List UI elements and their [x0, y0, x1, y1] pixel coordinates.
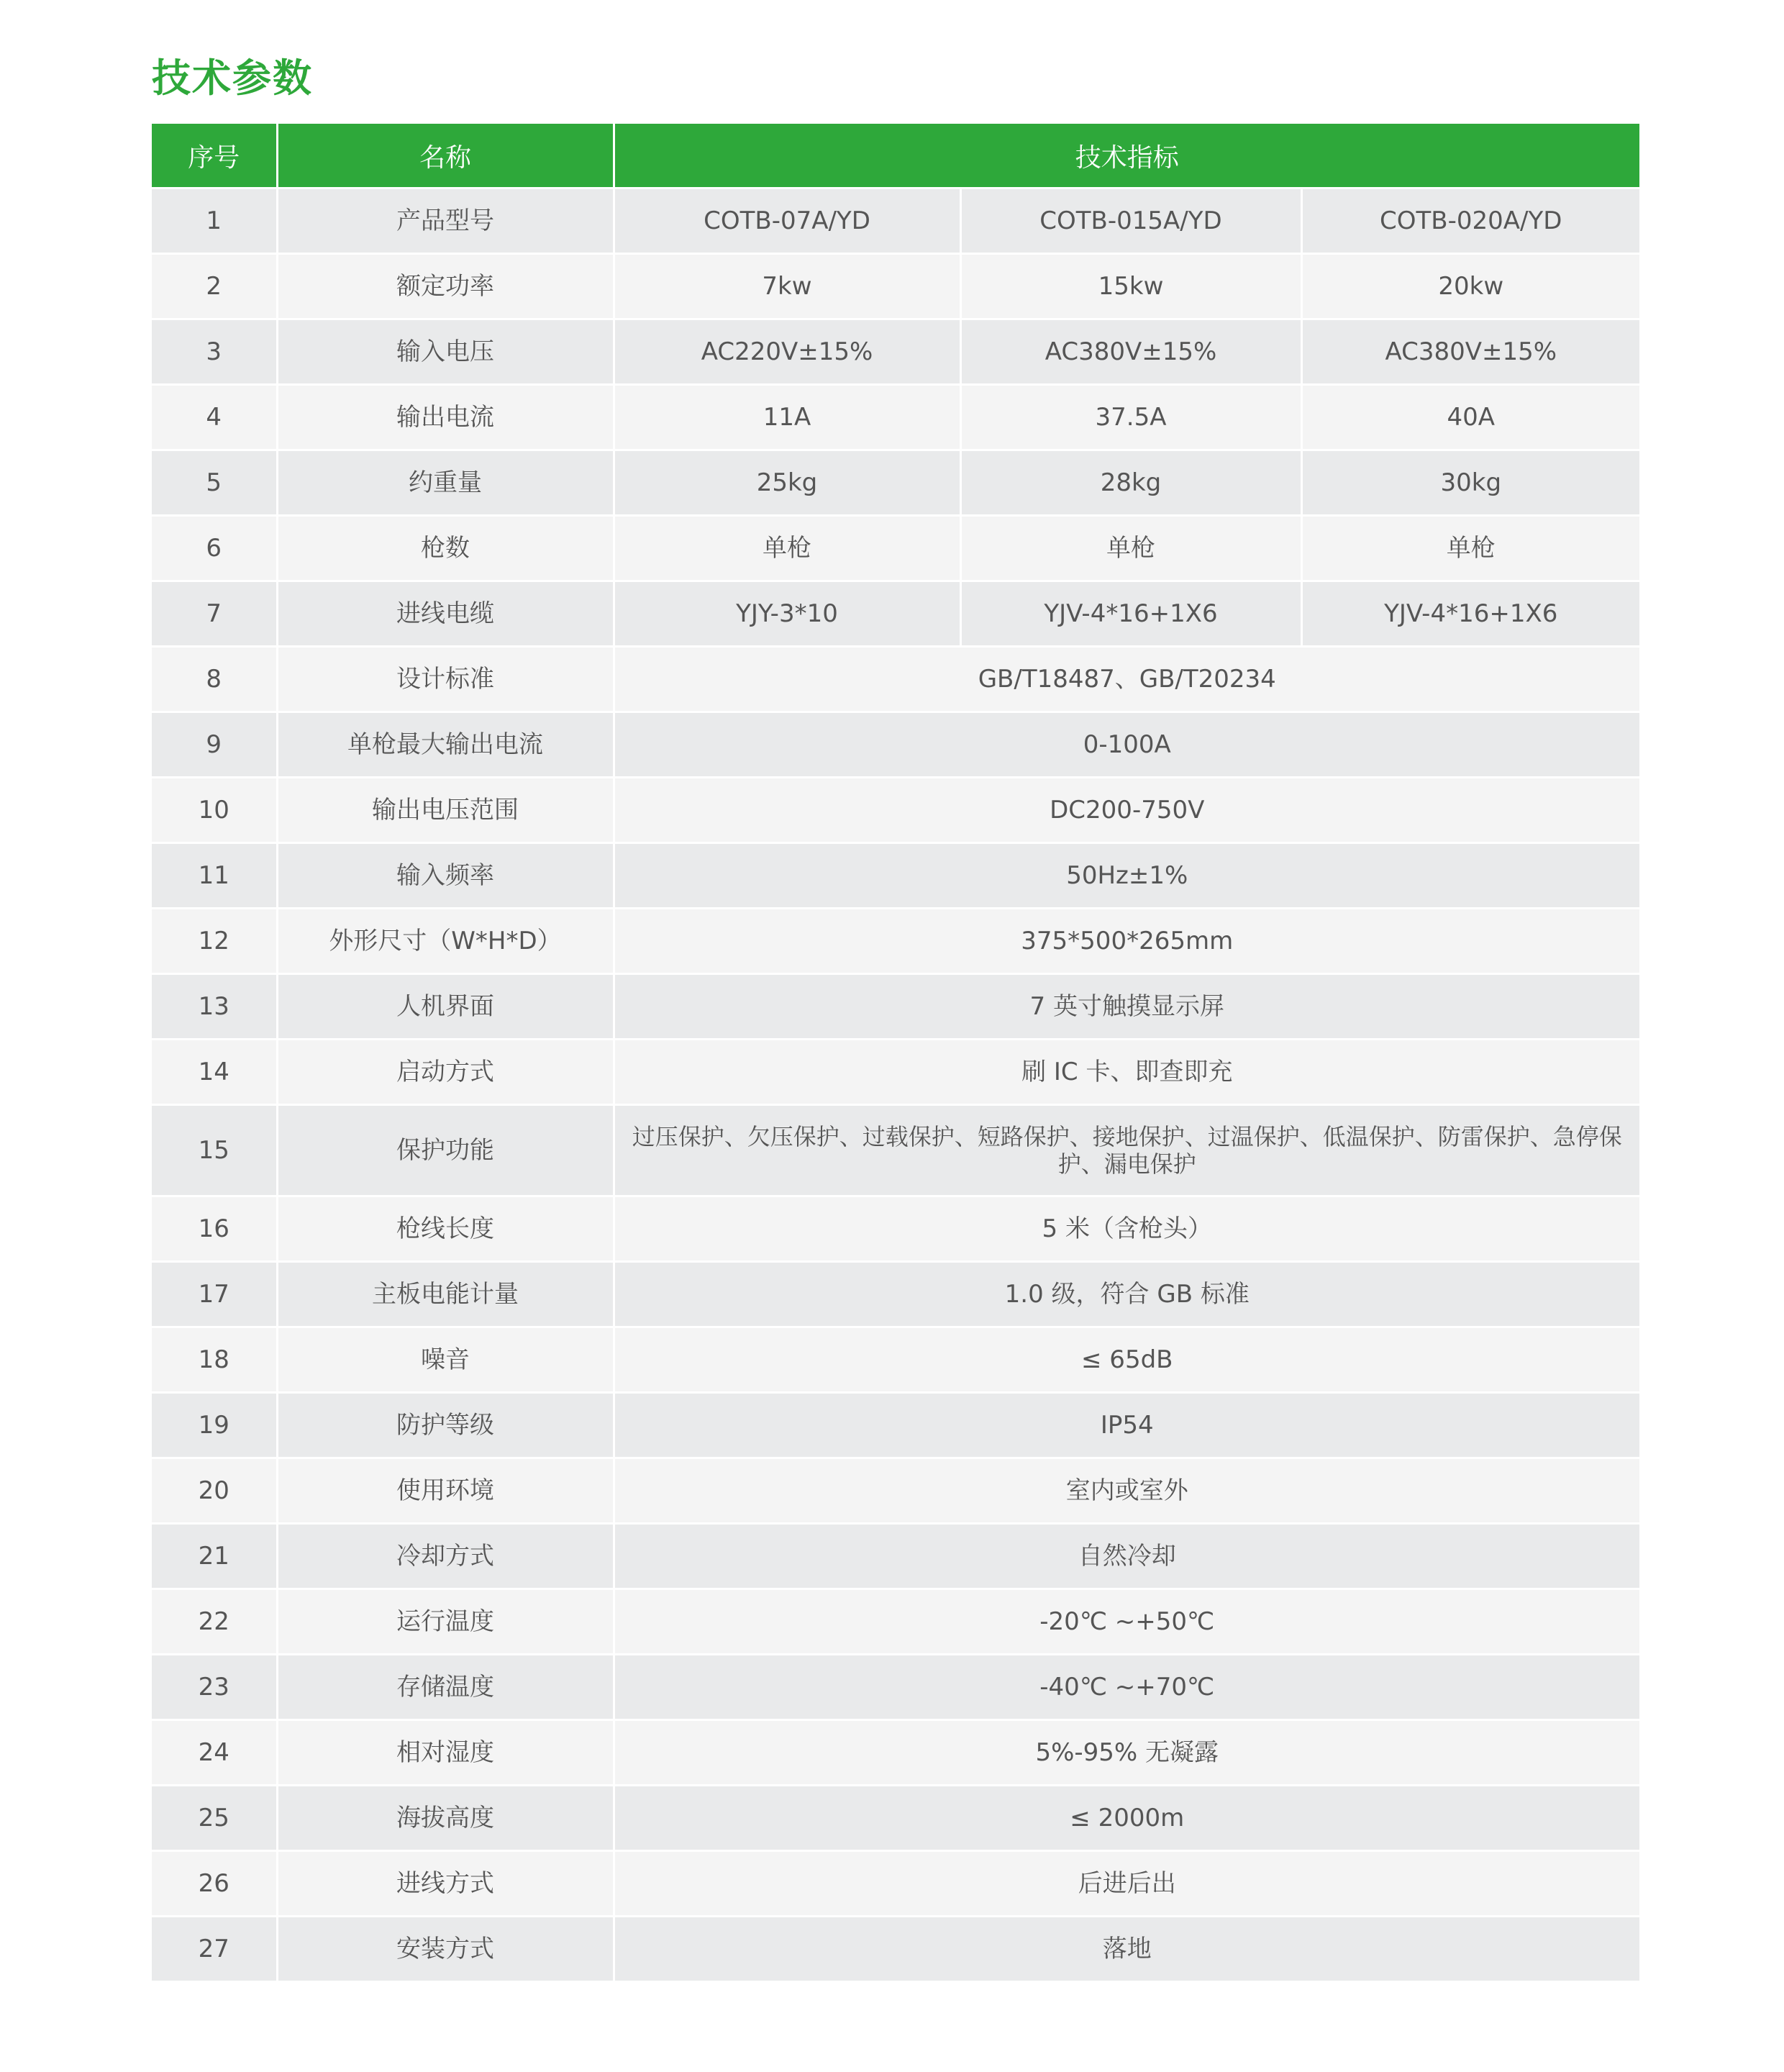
row-no: 3: [152, 319, 277, 385]
row-name: 进线电缆: [277, 581, 614, 647]
row-value: YJV-4*16+1X6: [960, 581, 1301, 647]
row-name: 外形尺寸（W*H*D）: [277, 909, 614, 974]
table-row: [152, 385, 1639, 450]
row-no: 26: [152, 1851, 277, 1917]
row-value: 刷 IC 卡、即查即充: [614, 1040, 1639, 1105]
row-name: 输出电流: [277, 385, 614, 450]
row-value: -20℃ ~+50℃: [614, 1589, 1639, 1655]
table-row: [152, 254, 1639, 319]
row-value: AC220V±15%: [614, 319, 960, 385]
row-value: 28kg: [960, 450, 1301, 516]
table-row: [152, 581, 1639, 647]
header-no: 序号: [152, 124, 277, 188]
table-row: [152, 1786, 1639, 1851]
row-name: 主板电能计量: [277, 1262, 614, 1327]
row-value: YJY-3*10: [614, 581, 960, 647]
row-value: 5 米（含枪头）: [614, 1196, 1639, 1262]
row-name: 进线方式: [277, 1851, 614, 1917]
row-no: 24: [152, 1720, 277, 1786]
row-no: 8: [152, 647, 277, 712]
row-name: 安装方式: [277, 1917, 614, 1981]
row-name: 使用环境: [277, 1458, 614, 1524]
row-no: 21: [152, 1524, 277, 1589]
row-name: 海拔高度: [277, 1786, 614, 1851]
table-row: [152, 1655, 1639, 1720]
table-row: [152, 1851, 1639, 1917]
header-name: 名称: [277, 124, 614, 188]
table-row: [152, 1105, 1639, 1196]
row-name: 枪线长度: [277, 1196, 614, 1262]
row-no: 19: [152, 1393, 277, 1458]
row-value: 40A: [1301, 385, 1639, 450]
row-value: 单枪: [614, 516, 960, 581]
row-value: 1.0 级，符合 GB 标准: [614, 1262, 1639, 1327]
row-no: 10: [152, 778, 277, 843]
row-name: 防护等级: [277, 1393, 614, 1458]
row-name: 噪音: [277, 1327, 614, 1393]
row-name: 冷却方式: [277, 1524, 614, 1589]
row-value: 自然冷却: [614, 1524, 1639, 1589]
row-value: DC200-750V: [614, 778, 1639, 843]
row-value: 后进后出: [614, 1851, 1639, 1917]
row-name: 保护功能: [277, 1105, 614, 1196]
row-no: 22: [152, 1589, 277, 1655]
row-no: 6: [152, 516, 277, 581]
row-no: 16: [152, 1196, 277, 1262]
table-row: [152, 1040, 1639, 1105]
row-value: COTB-020A/YD: [1301, 188, 1639, 254]
row-name: 存储温度: [277, 1655, 614, 1720]
row-value: 单枪: [960, 516, 1301, 581]
row-no: 2: [152, 254, 277, 319]
row-no: 25: [152, 1786, 277, 1851]
row-name: 产品型号: [277, 188, 614, 254]
table-row: [152, 1393, 1639, 1458]
row-value: 50Hz±1%: [614, 843, 1639, 909]
row-no: 4: [152, 385, 277, 450]
row-value: 落地: [614, 1917, 1639, 1981]
row-name: 额定功率: [277, 254, 614, 319]
row-no: 11: [152, 843, 277, 909]
row-value: ≤ 2000m: [614, 1786, 1639, 1851]
table-row: [152, 516, 1639, 581]
table-row: [152, 712, 1639, 778]
row-name: 相对湿度: [277, 1720, 614, 1786]
row-value: 单枪: [1301, 516, 1639, 581]
table-row: [152, 1262, 1639, 1327]
row-value: COTB-07A/YD: [614, 188, 960, 254]
row-value: COTB-015A/YD: [960, 188, 1301, 254]
row-value: 20kw: [1301, 254, 1639, 319]
row-value: 0-100A: [614, 712, 1639, 778]
row-value: 375*500*265mm: [614, 909, 1639, 974]
row-no: 1: [152, 188, 277, 254]
row-no: 18: [152, 1327, 277, 1393]
row-no: 7: [152, 581, 277, 647]
table-row: [152, 1458, 1639, 1524]
table-row: [152, 778, 1639, 843]
row-no: 5: [152, 450, 277, 516]
row-no: 15: [152, 1105, 277, 1196]
row-value: 室内或室外: [614, 1458, 1639, 1524]
table-row: [152, 1524, 1639, 1589]
row-value: AC380V±15%: [960, 319, 1301, 385]
row-no: 14: [152, 1040, 277, 1105]
row-value: 11A: [614, 385, 960, 450]
row-value: YJV-4*16+1X6: [1301, 581, 1639, 647]
row-name: 约重量: [277, 450, 614, 516]
row-no: 23: [152, 1655, 277, 1720]
row-value: ≤ 65dB: [614, 1327, 1639, 1393]
row-name: 枪数: [277, 516, 614, 581]
table-row: [152, 1589, 1639, 1655]
page-title: 技术参数: [152, 55, 313, 101]
row-value: 7 英寸触摸显示屏: [614, 974, 1639, 1040]
row-value: 15kw: [960, 254, 1301, 319]
table-row: [152, 909, 1639, 974]
row-name: 人机界面: [277, 974, 614, 1040]
row-name: 运行温度: [277, 1589, 614, 1655]
table-row: [152, 188, 1639, 254]
table-row: [152, 319, 1639, 385]
row-value: 7kw: [614, 254, 960, 319]
row-value: AC380V±15%: [1301, 319, 1639, 385]
table-row: [152, 974, 1639, 1040]
spec-table: [152, 124, 1639, 1981]
table-row: [152, 1196, 1639, 1262]
row-value: IP54: [614, 1393, 1639, 1458]
row-name: 启动方式: [277, 1040, 614, 1105]
row-value: 25kg: [614, 450, 960, 516]
row-no: 13: [152, 974, 277, 1040]
row-value: -40℃ ~+70℃: [614, 1655, 1639, 1720]
row-value: 过压保护、欠压保护、过载保护、短路保护、接地保护、过温保护、低温保护、防雷保护、急停保护、漏电保护: [614, 1105, 1639, 1196]
table-row: [152, 647, 1639, 712]
row-no: 9: [152, 712, 277, 778]
row-name: 输出电压范围: [277, 778, 614, 843]
row-name: 输入频率: [277, 843, 614, 909]
table-header-row: [152, 124, 1639, 188]
row-no: 17: [152, 1262, 277, 1327]
row-no: 20: [152, 1458, 277, 1524]
row-value: 37.5A: [960, 385, 1301, 450]
row-name: 输入电压: [277, 319, 614, 385]
table-row: [152, 1720, 1639, 1786]
row-no: 27: [152, 1917, 277, 1981]
row-no: 12: [152, 909, 277, 974]
table-row: [152, 843, 1639, 909]
row-name: 单枪最大输出电流: [277, 712, 614, 778]
table-row: [152, 450, 1639, 516]
table-row: [152, 1327, 1639, 1393]
row-value: 30kg: [1301, 450, 1639, 516]
table-row: [152, 1917, 1639, 1981]
header-spec: 技术指标: [614, 124, 1639, 188]
row-name: 设计标准: [277, 647, 614, 712]
row-value: GB/T18487、GB/T20234: [614, 647, 1639, 712]
row-value: 5%-95% 无凝露: [614, 1720, 1639, 1786]
